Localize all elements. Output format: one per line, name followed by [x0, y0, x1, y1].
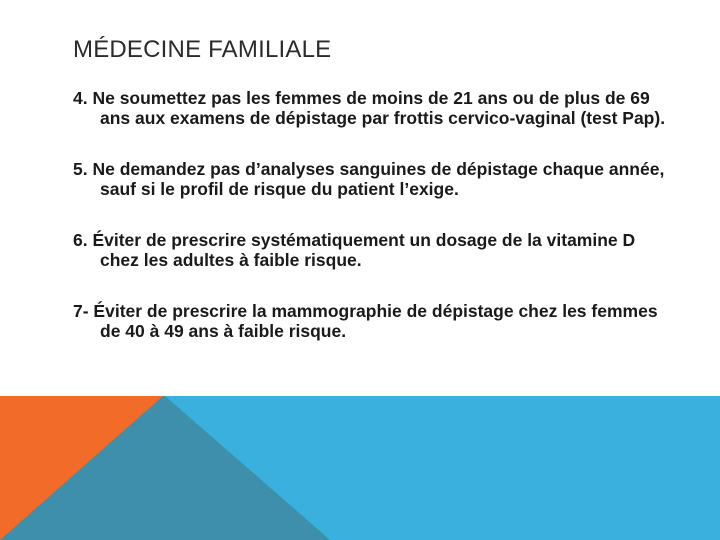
recommendation-list	[73, 88, 673, 372]
decorative-footer	[0, 396, 720, 540]
list-item: 7- Éviter de prescrire la mammographie de dépistage chez les femmes de 40 à 49 ans à faible risque.	[73, 301, 658, 341]
list-item: 5. Ne demandez pas d’analyses sanguines de dépistage chaque année, sauf si le profil de risque du patient l’exige.	[73, 159, 665, 199]
list-item: 6. Éviter de prescrire systématiquement un dosage de la vitamine D chez les adultes à faible risque.	[73, 230, 636, 270]
slide-title: MÉDECINE FAMILIALE	[73, 36, 332, 63]
list-item: 4. Ne soumettez pas les femmes de moins de 21 ans ou de plus de 69 ans aux examens de dépistage par frottis cervico-vaginal (test Pap).	[73, 88, 666, 128]
